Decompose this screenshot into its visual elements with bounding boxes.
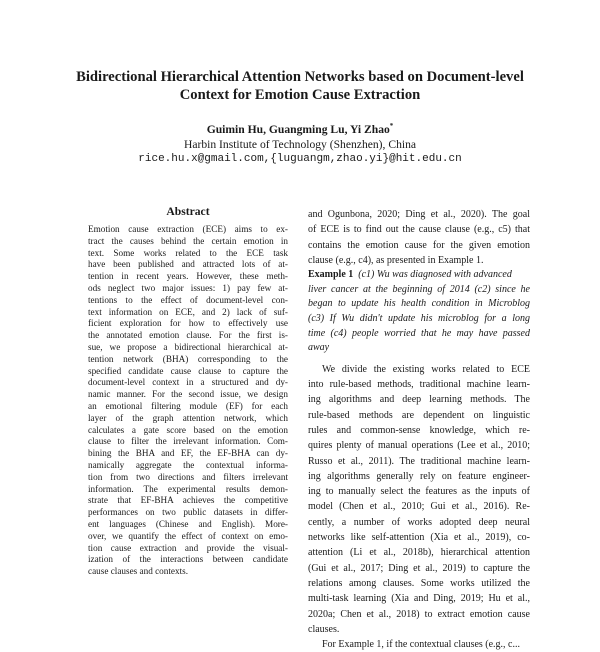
abstract-line: tentions to the effect of document-level con-: [88, 294, 288, 305]
example-block: [308, 268, 530, 356]
body-line: contains the emotion cause for the given emotion: [308, 239, 530, 251]
example-line: time (c4) people worried that he may have passed: [308, 327, 530, 339]
abstract-line: performances on two public datasets in differ-: [88, 507, 288, 518]
abstract-line: Emotion cause extraction (ECE) aims to ex-: [88, 224, 288, 234]
example-line: (c3) If Wu didn't update his microblog for a long: [308, 312, 530, 324]
affiliation: Harbin Institute of Technology (Shenzhen), China: [183, 138, 417, 151]
body-line: ing algorithms generally rely on feature engineer-: [308, 470, 530, 482]
abstract-line: ization of the interactions between candidate: [88, 554, 288, 565]
body-line: 2020a; Chen et al., 2018) to extract emotion cause: [308, 608, 530, 620]
abstract-body: [88, 224, 288, 578]
example-line: began to update his health condition in Microblog: [308, 298, 530, 310]
author-emails: rice.hu.x@gmail.com,{luguangm,zhao.yi}@hit.edu.cn: [138, 153, 462, 165]
abstract-line: namic manner. For the second issue, we design: [88, 389, 288, 400]
abstract-line: sue, we propose a bidirectional hierarchical at-: [88, 341, 288, 352]
abstract-line: ficient exploration for how to effectively use: [88, 318, 288, 329]
abstract-line: tion from two directions and filters irrelevant: [88, 471, 288, 482]
abstract-line: tract the causes behind the certain emotion in: [88, 235, 288, 246]
paper-title: [40, 68, 560, 104]
example-label: Example 1: [308, 269, 354, 281]
body-line: We divide the existing works related to ECE: [322, 363, 530, 375]
abstract-line: information. The experimental results demon-: [88, 483, 288, 494]
body-line: ing algorithms and deep learning methods. The: [308, 394, 530, 406]
abstract-line: calculates a gate score based on the emotion: [88, 424, 288, 435]
abstract-line: ods neglect two major issues: 1) pay few at-: [88, 282, 288, 293]
body-line: relations among clauses. Some works utilized the: [308, 577, 530, 589]
body-line: model (Chen et al., 2010; Gui et al., 2016). Re-: [308, 501, 530, 513]
abstract-line: tion cause extraction and provide the visual-: [88, 542, 288, 553]
abstract-line: over, we quantify the effect of context on emo-: [88, 530, 288, 541]
body-line: rule-based methods are dependent on linguistic: [308, 409, 530, 421]
body-line: of ECE is to find out the cause clause (e.g., c5) that: [308, 224, 530, 236]
abstract-line: have been published and attracted lots of at-: [88, 259, 288, 270]
example-line: away: [308, 342, 330, 354]
abstract-line: text. Some works related to the ECE task: [88, 247, 288, 258]
abstract-line: clause to filter the irrelevant information. Com-: [88, 436, 288, 447]
body-line: networks like self-attention (Xia et al., 2019), co-: [308, 532, 530, 544]
example-line: Example 1 (c1) Wu was diagnosed with advanced: [308, 269, 512, 281]
abstract-line: ent languages (Chinese and English). More-: [88, 518, 288, 529]
body-line: attention (Li et al., 2018b), hierarchical attention: [308, 547, 530, 559]
author-block: [40, 122, 560, 167]
title-line: Bidirectional Hierarchical Attention Networks based on Document-level: [76, 69, 524, 85]
example-line: liver cancer at the beginning of 2014 (c2) since he: [308, 283, 530, 295]
abstract-line: text information on ECE, and 2) lack of suf-: [88, 306, 288, 317]
abstract-line: tention network (BHA) corresponding to the: [88, 353, 288, 364]
body-line: clause (e.g., c4), as presented in Example 1.: [308, 254, 484, 266]
abstract-heading: Abstract: [166, 205, 210, 218]
body-line: (Gui et al., 2017; Ding et al., 2019) to capture the: [308, 562, 530, 574]
body-line: Russo et al., 2011). The traditional machine learn-: [308, 455, 530, 467]
body-line: clauses.: [308, 623, 340, 635]
abstract-line: tention in recent years. However, these meth-: [88, 271, 288, 282]
abstract-line: specified candidate cause clause to capture the: [88, 365, 288, 376]
author-mark: *: [389, 122, 394, 131]
abstract-line: namically aggregate the contextual informa-: [88, 459, 288, 470]
abstract-line: bining the BHA and EF, the EF-BHA can dy-: [88, 448, 288, 459]
body-line: quires plenty of manual operations (Lee et al., 2010;: [308, 440, 530, 452]
body-line: and Ogunbona, 2020; Ding et al., 2020). The goal: [308, 209, 530, 220]
abstract-line: strate that EF-BHA achieves the competitive: [88, 495, 288, 506]
body-line: ing to manually select the features as the inputs of: [308, 486, 530, 498]
body-line-partial: For Example 1, if the contextual clauses (e.g., c...: [322, 639, 520, 651]
body-column-right: [308, 207, 530, 652]
body-line: cently, a number of works adopted deep neural: [308, 516, 530, 528]
abstract-line: an emotional filtering module (EF) for each: [88, 400, 288, 411]
body-line: into rule-based methods, traditional machine learn-: [308, 379, 530, 391]
abstract-line: document-level context in a structured and dy-: [88, 377, 288, 388]
body-line: rules and common-sense knowledge, which re-: [308, 424, 530, 436]
abstract-line: the annotated emotion clause. For the first is-: [88, 330, 288, 341]
body-line: multi-task learning (Xia and Ding, 2019; Hu et al.,: [308, 593, 530, 605]
title-line: Context for Emotion Cause Extraction: [179, 87, 421, 103]
author-names: Guimin Hu, Guangming Lu, Yi Zhao*: [206, 122, 394, 136]
abstract-line: cause clauses and contexts.: [88, 566, 189, 577]
abstract-line: layer of the graph attention network, which: [88, 412, 288, 423]
